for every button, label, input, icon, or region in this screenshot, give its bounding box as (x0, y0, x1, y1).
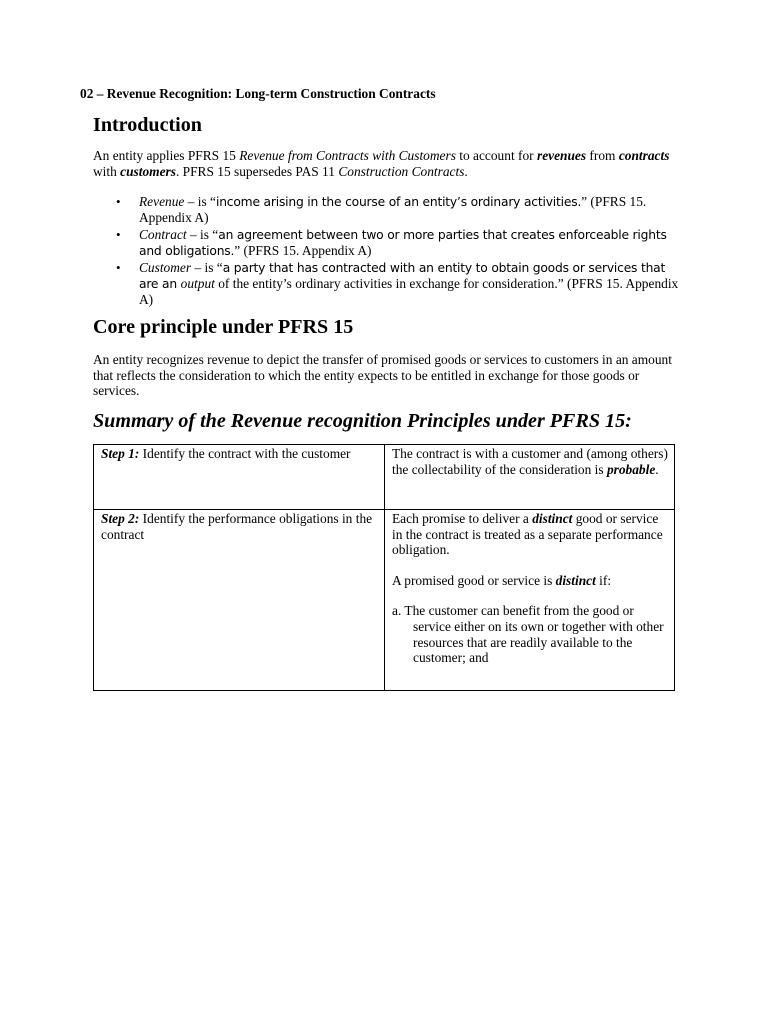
core-principle-paragraph: An entity recognizes revenue to depict the transfer of promised goods or services to customers in an amount that reflects the consideration to which the entity expects to be entitled in exchange for those goods or services. (93, 352, 672, 399)
step-description (392, 446, 668, 477)
definition-text: a party that has contracted with an entity to obtain goods or services that are an (139, 261, 666, 291)
term-customers: customers (120, 163, 176, 179)
term-distinct: distinct (532, 511, 573, 526)
definition-term-output: output (180, 276, 215, 291)
intro-text: with (93, 163, 121, 179)
step-description-text: The contract is with a customer and (among others) the collectability of the consideration is (392, 446, 668, 477)
term-revenues: revenues (536, 148, 587, 163)
definition-term: Contract (139, 227, 187, 242)
definition-dash: – is “ (186, 227, 219, 242)
step-description-text: Each promise to deliver a (392, 511, 533, 526)
definition-text: of the entity’s ordinary activities in exchange for consideration. (214, 276, 558, 291)
step-2-title-cell (94, 510, 385, 691)
definition-item-revenue (139, 194, 684, 226)
definition-reference: ” (PFRS 15. Appendix A) (139, 276, 679, 307)
term-contracts: contracts (618, 148, 670, 163)
standard-name: Revenue from Contracts with Customers (239, 148, 456, 163)
summary-heading: Summary of the Revenue recognition Principles under PFRS 15: (93, 410, 632, 432)
definition-text: an agreement between two or more parties that creates enforceable rights and obligations. (139, 228, 667, 258)
step-description-text: if: (595, 572, 612, 588)
step-1-title-cell (94, 445, 385, 510)
definition-text: income arising in the course of an entity’s ordinary activities. (215, 195, 582, 209)
definition-item-contract (139, 227, 684, 259)
definition-reference: ” (PFRS 15. Appendix A) (234, 243, 372, 258)
pas11-name: Construction Contracts (338, 163, 465, 179)
distinct-criterion-a: a. The customer can benefit from the good or service either on its own or together with other resources that are readily available to the customer; and (392, 603, 664, 666)
step-1-description-cell (385, 445, 675, 510)
table-row-step-1 (94, 445, 675, 510)
step-label: Step 2: (101, 511, 140, 526)
step-description-text: . (655, 461, 659, 477)
definition-dash: – is “ (191, 260, 223, 275)
step-title: Identify the contract with the customer (139, 446, 351, 461)
step-description (392, 511, 668, 558)
introduction-paragraph (93, 148, 673, 179)
intro-text: An entity applies PFRS 15 (93, 148, 240, 163)
definition-list (139, 194, 684, 309)
definition-dash: – is “ (184, 194, 216, 209)
definition-reference: ” (PFRS 15. Appendix A) (139, 194, 647, 225)
definition-term: Revenue (139, 194, 185, 209)
step-2-description-cell (385, 510, 675, 691)
distinct-criteria-intro (392, 573, 668, 589)
revenue-steps-table (93, 444, 675, 691)
table-row-step-2 (94, 510, 675, 691)
term-probable: probable (606, 461, 656, 477)
document-title: 02 – Revenue Recognition: Long-term Construction Contracts (80, 86, 436, 101)
step-label: Step 1: (101, 446, 140, 461)
step-description-text: good or service in the contract is treated as a separate performance obligation. (392, 511, 663, 558)
introduction-heading: Introduction (93, 114, 202, 136)
intro-text: from (586, 148, 619, 163)
step-title: Identify the performance obligations in the contract (101, 511, 373, 542)
step-description-text: A promised good or service is (392, 572, 556, 588)
intro-text: . (464, 163, 468, 179)
definition-term: Customer (139, 260, 192, 275)
intro-text: to account for (455, 148, 537, 163)
definition-item-customer (139, 260, 684, 308)
intro-text: . PFRS 15 supersedes PAS 11 (175, 163, 339, 179)
term-distinct: distinct (555, 572, 596, 588)
core-principle-heading: Core principle under PFRS 15 (93, 316, 354, 338)
